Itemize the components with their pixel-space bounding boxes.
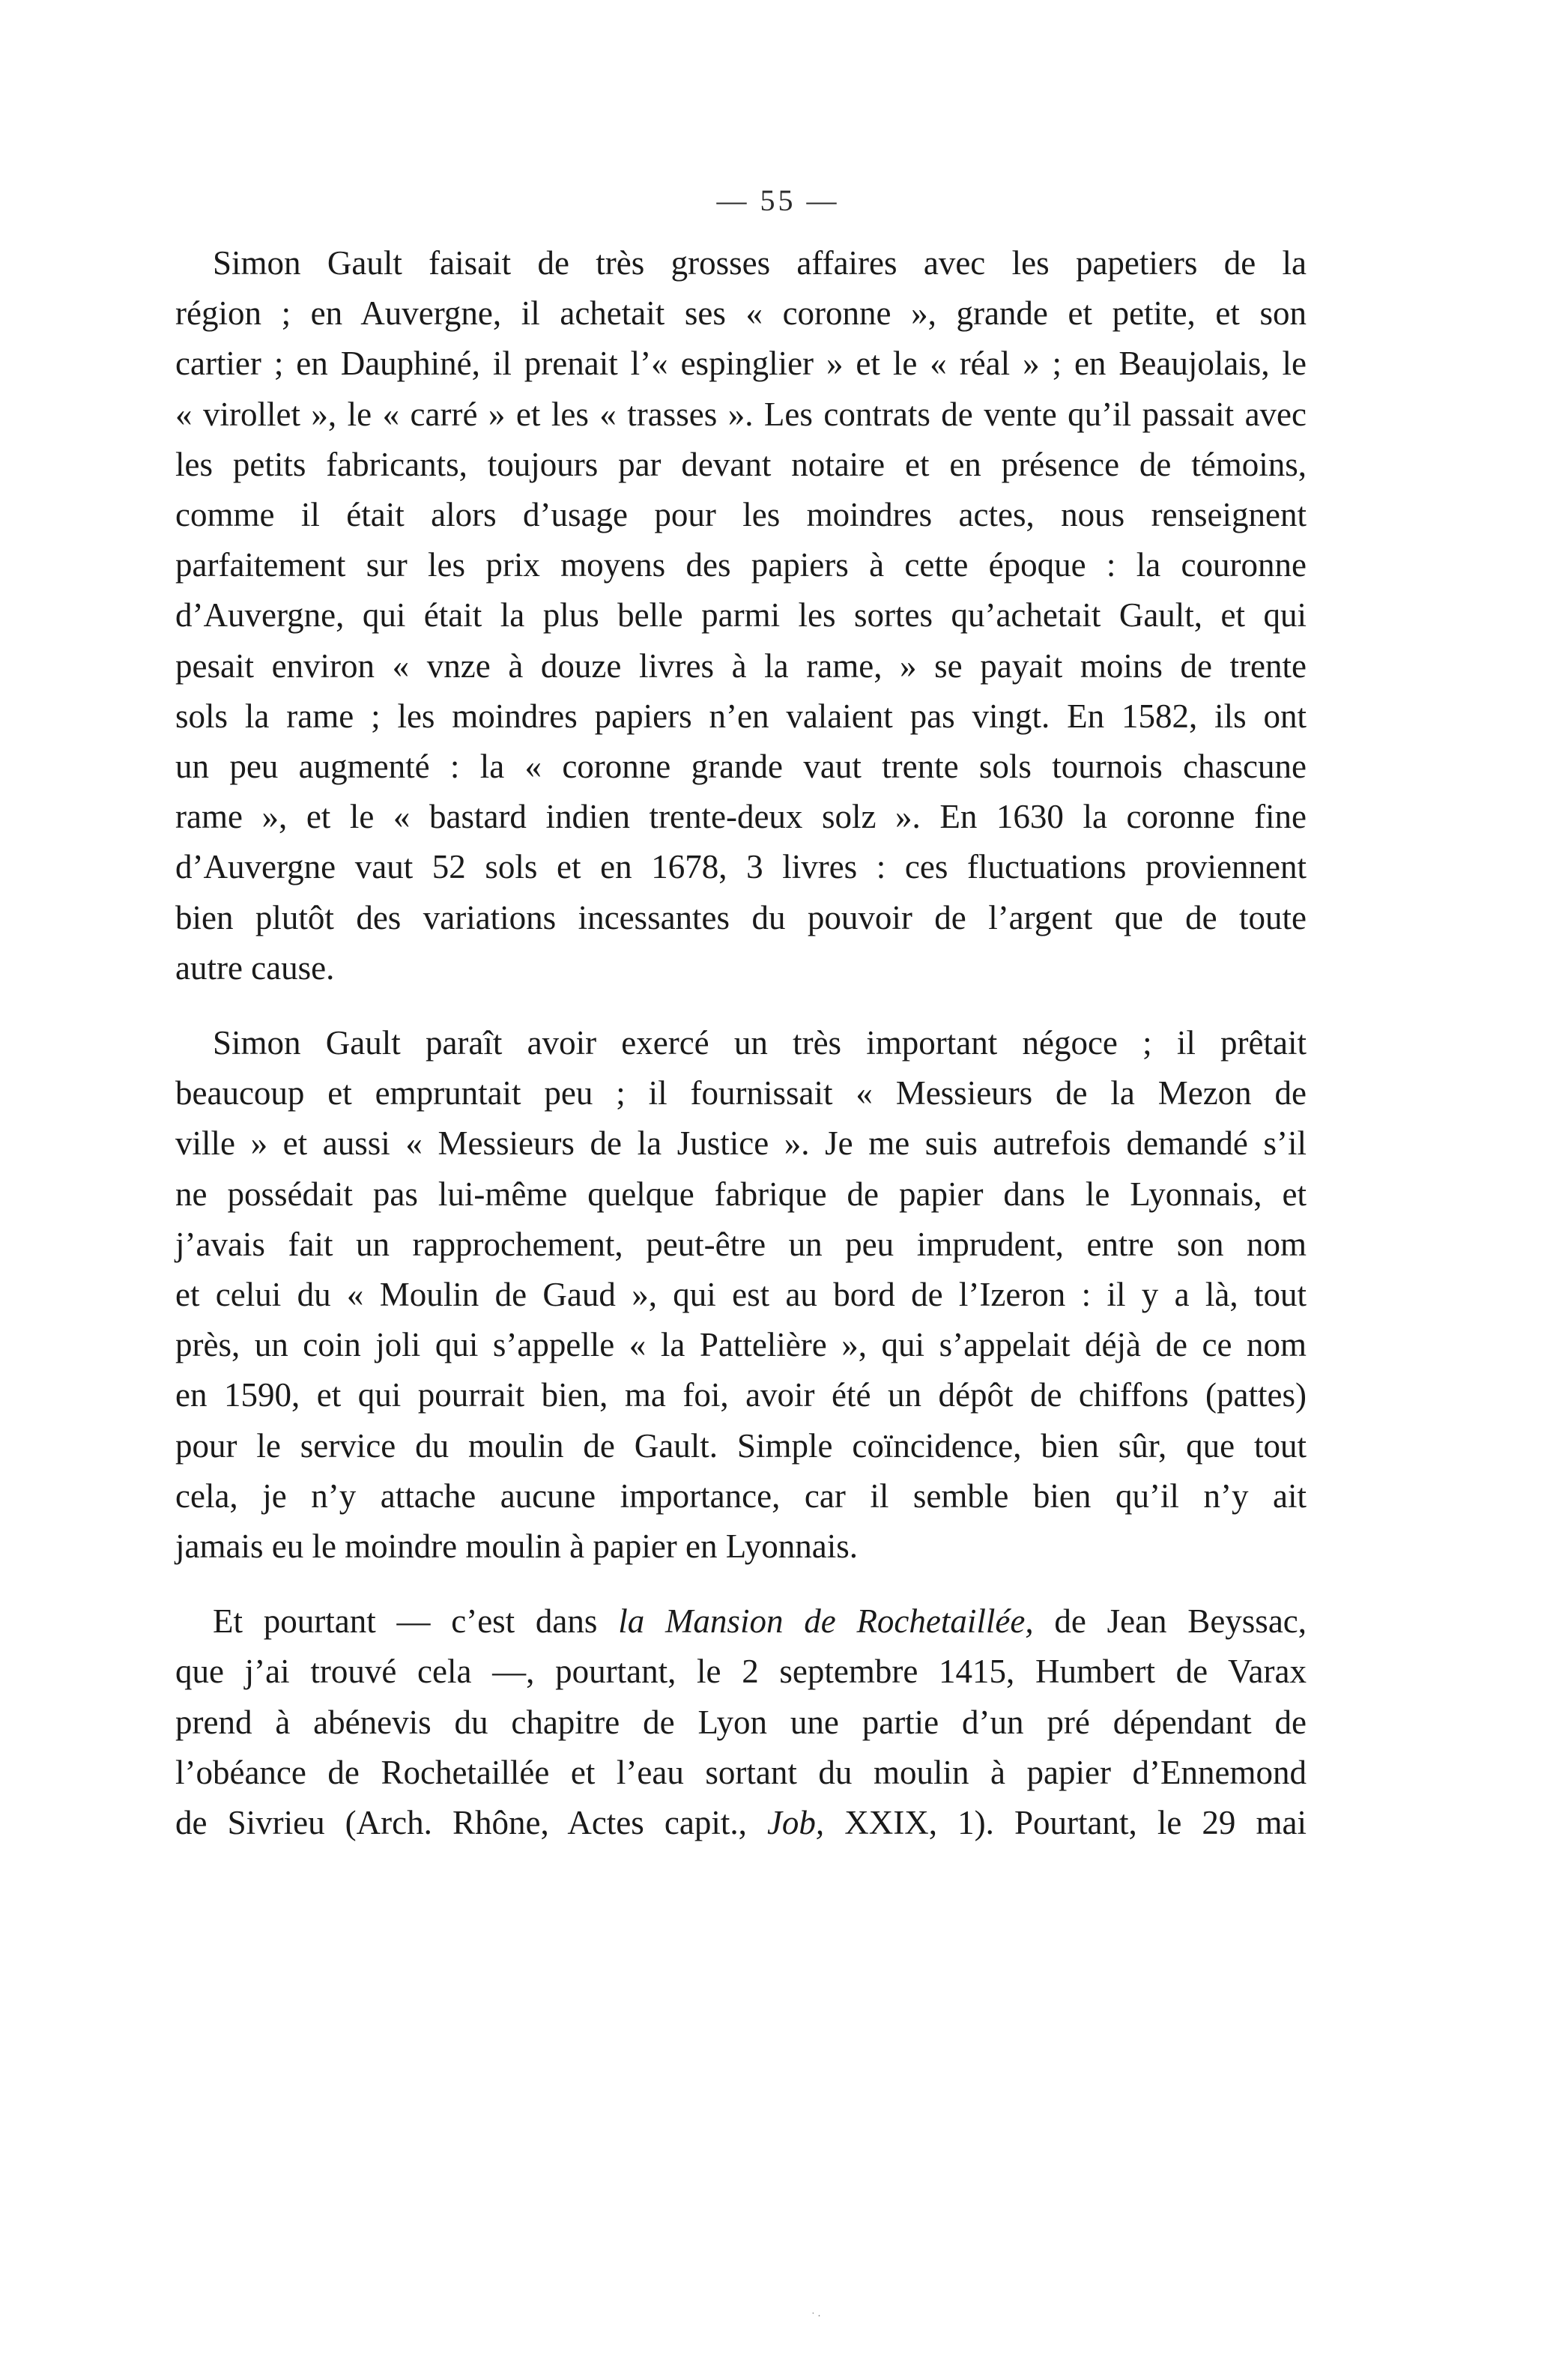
text-line: j’avais fait un rapprochement, peut-être un peu imprudent, entre son nom xyxy=(175,1225,1307,1263)
book-title-italic: la Mansion de Rochetaillée, xyxy=(618,1602,1034,1641)
text-line: « virollet », le « carré » et les « trasses ». Les contrats de vente qu’il passait avec xyxy=(175,395,1307,433)
text-line: Simon Gault paraît avoir exercé un très important négoce ; il prêtait xyxy=(213,1024,1307,1062)
page-number: — 55 — xyxy=(716,184,840,217)
text-line: pesait environ « vnze à douze livres à la rame, » se payait moins de trente xyxy=(175,647,1307,685)
text-line: que j’ai trouvé cela —, pourtant, le 2 septembre 1415, Humbert de Varax xyxy=(175,1653,1307,1691)
paragraph-1 xyxy=(175,238,1307,993)
text-line: jamais eu le moindre moulin à papier en Lyonnais. xyxy=(175,1527,859,1566)
text-line: l’obéance de Rochetaillée et l’eau sortant du moulin à papier d’Ennemond xyxy=(175,1753,1307,1791)
text-line: cela, je n’y attache aucune importance, car il semble bien qu’il n’y ait xyxy=(175,1477,1307,1515)
text-run: Et pourtant — c’est dans xyxy=(213,1602,619,1641)
source-italic: Job, xyxy=(766,1804,825,1842)
text-run: XXIX, 1). Pourtant, le 29 mai xyxy=(824,1804,1307,1842)
print-speck: ˙ · xyxy=(811,2311,821,2322)
text-line: région ; en Auvergne, il achetait ses « coronne », grande et petite, et son xyxy=(175,294,1307,333)
text-line: près, un coin joli qui s’appelle « la Pattelière », qui s’appelait déjà de ce nom xyxy=(175,1326,1307,1364)
paragraph-3 xyxy=(175,1596,1307,1848)
text-line: sols la rame ; les moindres papiers n’en valaient pas vingt. En 1582, ils ont xyxy=(175,697,1307,735)
text-line: cartier ; en Dauphiné, il prenait l’« espinglier » et le « réal » ; en Beaujolais, le xyxy=(175,345,1307,383)
text-run: de Jean Beyssac, xyxy=(1033,1602,1307,1641)
text-line: bien plutôt des variations incessantes du pouvoir de l’argent que de toute xyxy=(175,898,1307,936)
text-line: les petits fabricants, toujours par devant notaire et en présence de témoins, xyxy=(175,445,1307,483)
text-line: pour le service du moulin de Gault. Simple coïncidence, bien sûr, que tout xyxy=(175,1426,1307,1465)
text-run: de Sivrieu (Arch. Rhône, Actes capit., xyxy=(175,1804,767,1842)
text-line xyxy=(175,1798,1307,1848)
body-text xyxy=(175,238,1307,1848)
text-line: autre cause. xyxy=(175,948,335,987)
text-line: parfaitement sur les prix moyens des papiers à cette époque : la couronne xyxy=(175,546,1307,584)
text-line: d’Auvergne, qui était la plus belle parmi les sortes qu’achetait Gault, et qui xyxy=(175,596,1307,635)
text-line: ne possédait pas lui-même quelque fabrique de papier dans le Lyonnais, et xyxy=(175,1175,1307,1213)
text-line: comme il était alors d’usage pour les moindres actes, nous renseignent xyxy=(175,496,1307,534)
text-line: d’Auvergne vaut 52 sols et en 1678, 3 livres : ces fluctuations proviennent xyxy=(175,848,1307,886)
text-line: en 1590, et qui pourrait bien, ma foi, avoir été un dépôt de chiffons (pattes) xyxy=(175,1376,1307,1414)
text-line xyxy=(175,1596,1307,1647)
text-line: ville » et aussi « Messieurs de la Justice ». Je me suis autrefois demandé s’il xyxy=(175,1124,1307,1163)
text-line: beaucoup et empruntait peu ; il fournissait « Messieurs de la Mezon de xyxy=(175,1074,1307,1112)
text-line: un peu augmenté : la « coronne grande vaut trente sols tournois chascune xyxy=(175,748,1307,786)
text-line: Simon Gault faisait de très grosses affaires avec les papetiers de la xyxy=(213,244,1307,282)
text-line: et celui du « Moulin de Gaud », qui est au bord de l’Izeron : il y a là, tout xyxy=(175,1276,1307,1314)
text-line: prend à abénevis du chapitre de Lyon une partie d’un pré dépendant de xyxy=(175,1703,1307,1741)
paragraph-2 xyxy=(175,1018,1307,1572)
text-line: rame », et le « bastard indien trente-deux solz ». En 1630 la coronne fine xyxy=(175,798,1307,836)
